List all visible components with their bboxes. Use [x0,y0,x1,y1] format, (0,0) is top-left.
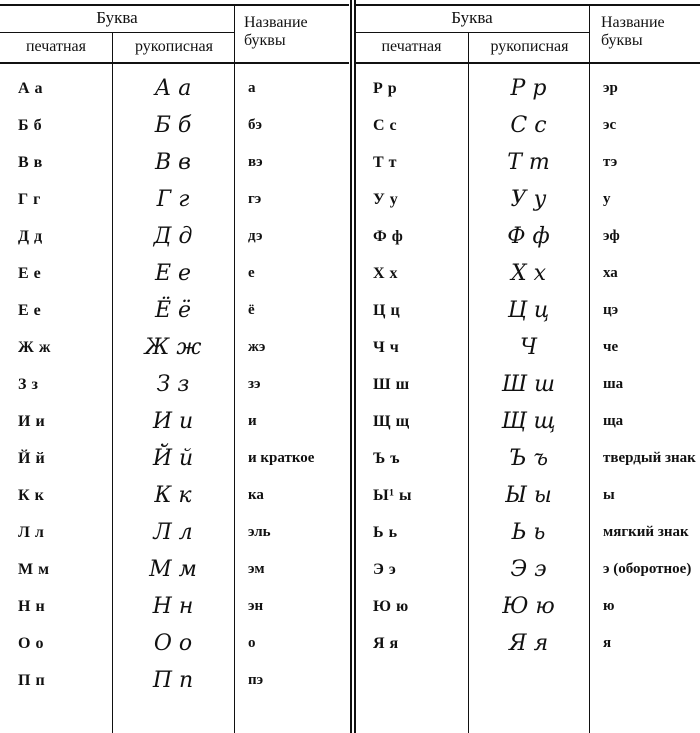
table-row [355,329,700,366]
handwritten-letter: Г г [156,187,190,212]
table-row [355,181,700,218]
handwritten-letter: Е е [154,261,192,286]
printed-letter: Ы¹ ы [373,486,412,504]
handwritten-letter: Э э [510,557,547,582]
handwritten-letter: П п [152,668,194,693]
letter-name: гэ [248,191,262,207]
printed-letter: Л л [18,523,45,541]
table-row [0,588,349,625]
printed-letter: С с [373,116,398,134]
table-row [0,440,349,477]
table-row [355,625,700,662]
handwritten-letter: А а [154,76,192,101]
letter-name: твердый знак [603,450,696,466]
handwritten-letter: Х х [510,261,547,286]
handwritten-letter: Ю ю [502,594,555,619]
table-row [0,625,349,662]
handwritten-letter: Ш ш [502,372,555,397]
letter-name: ы [603,487,615,503]
printed-letter: Ь ь [373,523,398,541]
printed-letter: К к [18,486,45,504]
table-row [0,514,349,551]
handwritten-letter: Ы ы [505,483,552,508]
table-row [0,551,349,588]
printed-letter: Х х [373,264,399,282]
printed-letter: Ж ж [18,338,51,356]
printed-letter: Ц ц [373,301,401,319]
table-row [0,329,349,366]
handwritten-letter: Т т [507,150,550,175]
center-double-rule [350,0,352,733]
table-row [355,551,700,588]
table-row [355,255,700,292]
handwritten-letter: Ц ц [507,298,550,323]
table-row [0,144,349,181]
printed-letter: Е е [18,264,42,282]
table-row [0,70,349,107]
letter-name: и [248,413,257,429]
header-bottom-rule [355,62,700,64]
printed-letter: Ч ч [373,338,400,356]
table-row [0,403,349,440]
letter-name: бэ [248,117,262,133]
letter-name: эм [248,561,265,577]
letter-name: ха [603,265,618,281]
top-rule [355,4,700,6]
table-row [0,292,349,329]
table-row [355,144,700,181]
table-row [355,218,700,255]
letter-name: цэ [603,302,619,318]
handwritten-letter: Ж ж [144,335,202,360]
table-row [355,477,700,514]
letter-name: че [603,339,619,355]
handwritten-letter: Щ щ [501,409,556,434]
table-row [355,107,700,144]
header-handwritten: рукописная [490,38,569,55]
handwritten-letter: З з [156,372,190,397]
letter-name: ка [248,487,264,503]
letter-name: эс [603,117,617,133]
handwritten-letter: В в [155,150,191,175]
header-divider [355,32,589,33]
printed-letter: Р р [373,79,398,97]
printed-letter: В в [18,153,43,171]
header-divider [0,32,234,33]
letter-name: е [248,265,255,281]
handwritten-letter: Ь ь [511,520,546,545]
table-row [355,588,700,625]
letter-name: пэ [248,672,264,688]
printed-letter: Г г [18,190,41,208]
printed-letter: Д д [18,227,43,245]
table-row [0,181,349,218]
printed-letter: М м [18,560,50,578]
printed-letter: Е е [18,301,42,319]
printed-letter: О о [18,634,44,652]
handwritten-letter: Ч [519,335,537,360]
letter-name: у [603,191,611,207]
header-name: Название буквы [244,14,308,49]
handwritten-letter: Б б [154,113,192,138]
header-handwritten: рукописная [135,38,213,55]
printed-letter: Т т [373,153,398,171]
handwritten-letter: Ф ф [507,224,550,249]
printed-letter: Ъ ъ [373,449,401,467]
header-bottom-rule [0,62,349,64]
table-row [355,292,700,329]
table-row [355,70,700,107]
letter-name: ща [603,413,624,429]
handwritten-letter: Ъ ъ [508,446,549,471]
letter-name: дэ [248,228,263,244]
handwritten-letter: К к [154,483,192,508]
printed-letter: Б б [18,116,43,134]
printed-letter: А а [18,79,44,97]
letter-name: эль [248,524,271,540]
printed-letter: Ю ю [373,597,409,615]
table-row [355,514,700,551]
handwritten-letter: О о [153,631,193,656]
letter-name: а [248,80,256,96]
header-name: Название буквы [601,14,665,49]
letter-name: мягкий знак [603,524,689,540]
handwritten-letter: И и [152,409,194,434]
handwritten-letter: Д д [153,224,193,249]
header-printed: печатная [25,38,86,55]
handwritten-letter: Й й [152,446,194,471]
letter-name: о [248,635,256,651]
letter-name: жэ [248,339,266,355]
alphabet-table-right [355,0,700,733]
table-row [0,477,349,514]
printed-letter: Н н [18,597,46,615]
letter-name: вэ [248,154,263,170]
printed-letter: З з [18,375,39,393]
table-row [0,107,349,144]
printed-letter: И и [18,412,46,430]
header-letter: Буква [96,8,138,27]
handwritten-letter: Р р [510,76,547,101]
table-row [0,662,349,699]
printed-letter: Ф ф [373,227,404,245]
table-row [355,440,700,477]
header-printed: печатная [381,38,442,55]
letter-name: зэ [248,376,261,392]
printed-letter: У у [373,190,399,208]
table-row [0,218,349,255]
letter-name: ё [248,302,255,318]
handwritten-letter: Л л [153,520,193,545]
letter-name: э (оборотное) [603,561,692,577]
table-row [355,403,700,440]
letter-name: ша [603,376,624,392]
table-row [0,255,349,292]
handwritten-letter: Ё ё [154,298,192,323]
printed-letter: Э э [373,560,397,578]
table-row [0,366,349,403]
handwritten-letter: Я я [508,631,549,656]
handwritten-letter: Н н [152,594,194,619]
letter-name: ю [603,598,615,614]
letter-name: эн [248,598,264,614]
letter-name: эф [603,228,620,244]
printed-letter: Я я [373,634,399,652]
letter-name: я [603,635,612,651]
alphabet-table-left [0,0,349,733]
printed-letter: Ш ш [373,375,410,393]
handwritten-letter: С с [510,113,547,138]
letter-name: и краткое [248,450,315,466]
header-letter: Буква [451,8,493,27]
handwritten-letter: У у [510,187,547,212]
letter-name: эр [603,80,618,96]
table-row [355,366,700,403]
printed-letter: Щ щ [373,412,410,430]
top-rule [0,4,349,6]
printed-letter: Й й [18,449,46,467]
handwritten-letter: М м [149,557,197,582]
letter-name: тэ [603,154,618,170]
printed-letter: П п [18,671,46,689]
